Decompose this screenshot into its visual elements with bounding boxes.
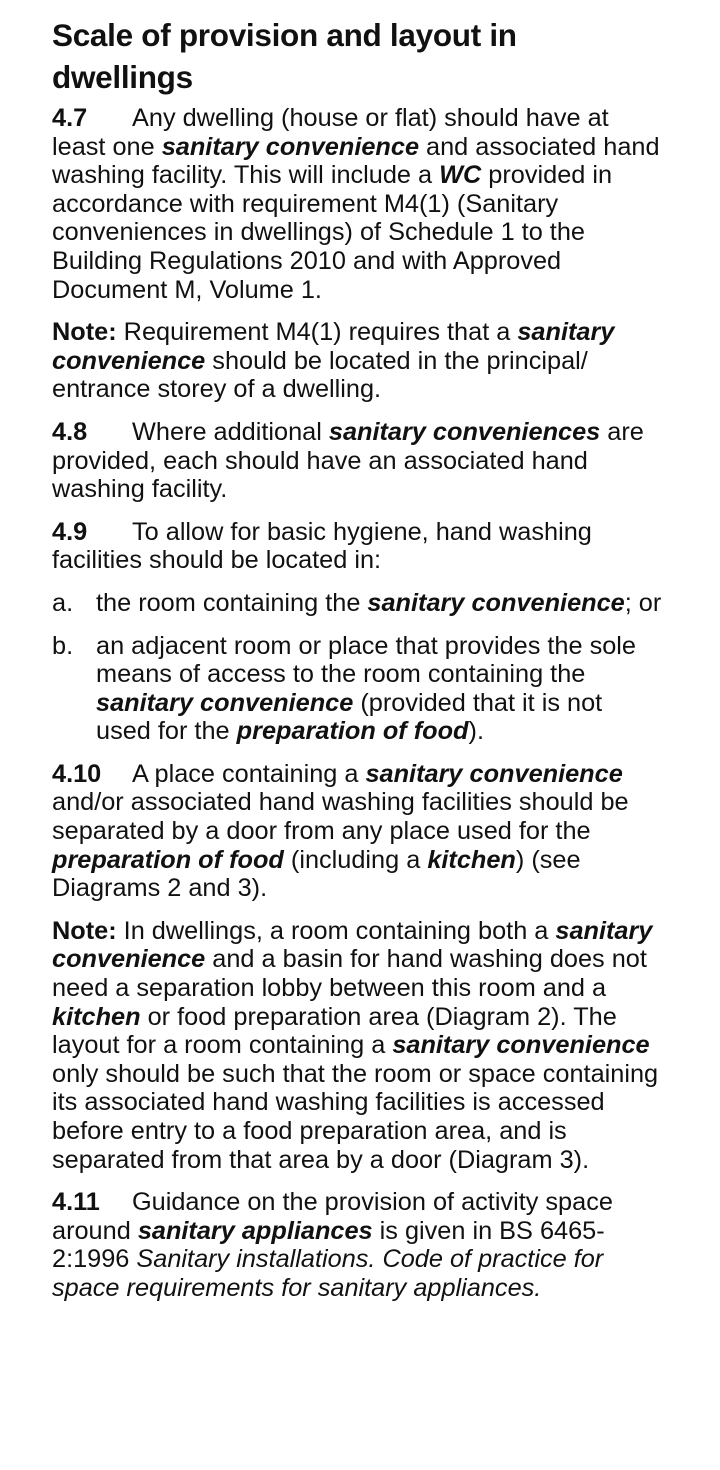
- paragraph-4-8: [52, 418, 664, 504]
- paragraph-number: 4.10: [52, 759, 102, 788]
- defined-term: sanitary convenience: [52, 916, 653, 974]
- list-text: (provided that it is not used for the: [96, 688, 603, 746]
- paragraph-text: Guidance on the provision of activity space around: [52, 1188, 613, 1245]
- location-list: [52, 589, 664, 746]
- paragraph-text: provided in accordance with requirement M4(1) (Sanitary conveniences in dwellings) of Schedule 1 to the Building Regulations 2010 and with Approved Document M, Volume 1.: [52, 161, 613, 304]
- defined-term: sanitary convenience: [365, 759, 623, 788]
- list-marker: a.: [52, 588, 74, 617]
- paragraph-number: 4.8: [52, 417, 88, 446]
- paragraph-text: A place containing a: [132, 759, 366, 788]
- paragraph-number: 4.9: [52, 517, 88, 546]
- paragraph-4-10: [52, 760, 664, 903]
- defined-term: sanitary appliances: [137, 1216, 373, 1245]
- paragraph-number: 4.7: [52, 104, 88, 132]
- defined-term: WC: [439, 161, 482, 190]
- section-heading: Scale of provision and layout in dwellings: [52, 17, 517, 95]
- paragraph-4-9: [52, 518, 664, 575]
- defined-term: preparation of food: [52, 845, 284, 874]
- paragraph-text: Where additional: [132, 417, 329, 446]
- list-text: ; or: [624, 588, 662, 617]
- paragraph-text: and associated hand washing facility. This will include a: [52, 132, 660, 190]
- note-2: [52, 917, 664, 1174]
- list-text: the room containing the: [96, 588, 368, 617]
- defined-term: sanitary conveniences: [328, 417, 601, 446]
- defined-term: sanitary convenience: [96, 688, 354, 717]
- paragraph-text: is given in BS 6465-2:1996: [52, 1216, 605, 1274]
- paragraph-4-7: [52, 104, 664, 304]
- note-text: In dwellings, a room containing both a: [116, 916, 556, 945]
- standard-title: Sanitary installations. Code of practice for space requirements for sanitary appliances.: [52, 1245, 604, 1302]
- note-label: Note:: [52, 318, 117, 347]
- paragraph-text: Any dwelling (house or flat) should have at least one: [52, 104, 609, 161]
- note-text: only should be such that the room or space containing its associated hand washing facilities is accessed before entry to a food preparation area, and is separated from that area by a door (Diagram 3).: [52, 1059, 659, 1174]
- note-label: Note:: [52, 916, 117, 945]
- note-text: or food preparation area (Diagram 2). The layout for a room containing a: [52, 1002, 617, 1060]
- paragraph-text: are provided, each should have an associated hand washing facility.: [52, 417, 644, 504]
- list-text: an adjacent room or place that provides the sole means of access to the room containing the: [96, 631, 636, 689]
- paragraph-text: (including a: [283, 845, 428, 874]
- note-text: and a basin for hand washing does not need a separation lobby between this room and a: [52, 945, 647, 1003]
- note-text: Requirement M4(1) requires that a: [116, 318, 518, 347]
- defined-term: sanitary convenience: [161, 132, 420, 161]
- defined-term: sanitary convenience: [392, 1031, 650, 1060]
- list-item: [52, 589, 664, 618]
- list-text: ).: [468, 717, 484, 746]
- list-marker: b.: [52, 631, 74, 660]
- defined-term: sanitary convenience: [52, 318, 615, 375]
- list-item: [52, 632, 664, 746]
- paragraph-4-11: [52, 1188, 664, 1302]
- document-page: [52, 14, 664, 1317]
- paragraph-text: ) (see Diagrams 2 and 3).: [52, 845, 581, 903]
- note-1: [52, 318, 664, 404]
- defined-term: kitchen: [427, 845, 516, 874]
- paragraph-text: To allow for basic hygiene, hand washing facilities should be located in:: [52, 517, 592, 575]
- defined-term: sanitary convenience: [367, 588, 625, 617]
- defined-term: preparation of food: [236, 717, 469, 746]
- paragraph-number: 4.11: [52, 1188, 100, 1217]
- paragraph-text: and/or associated hand washing facilities should be separated by a door from any place used for the: [52, 788, 629, 846]
- note-text: should be located in the principal/ entrance storey of a dwelling.: [52, 346, 588, 404]
- defined-term: kitchen: [52, 1002, 141, 1031]
